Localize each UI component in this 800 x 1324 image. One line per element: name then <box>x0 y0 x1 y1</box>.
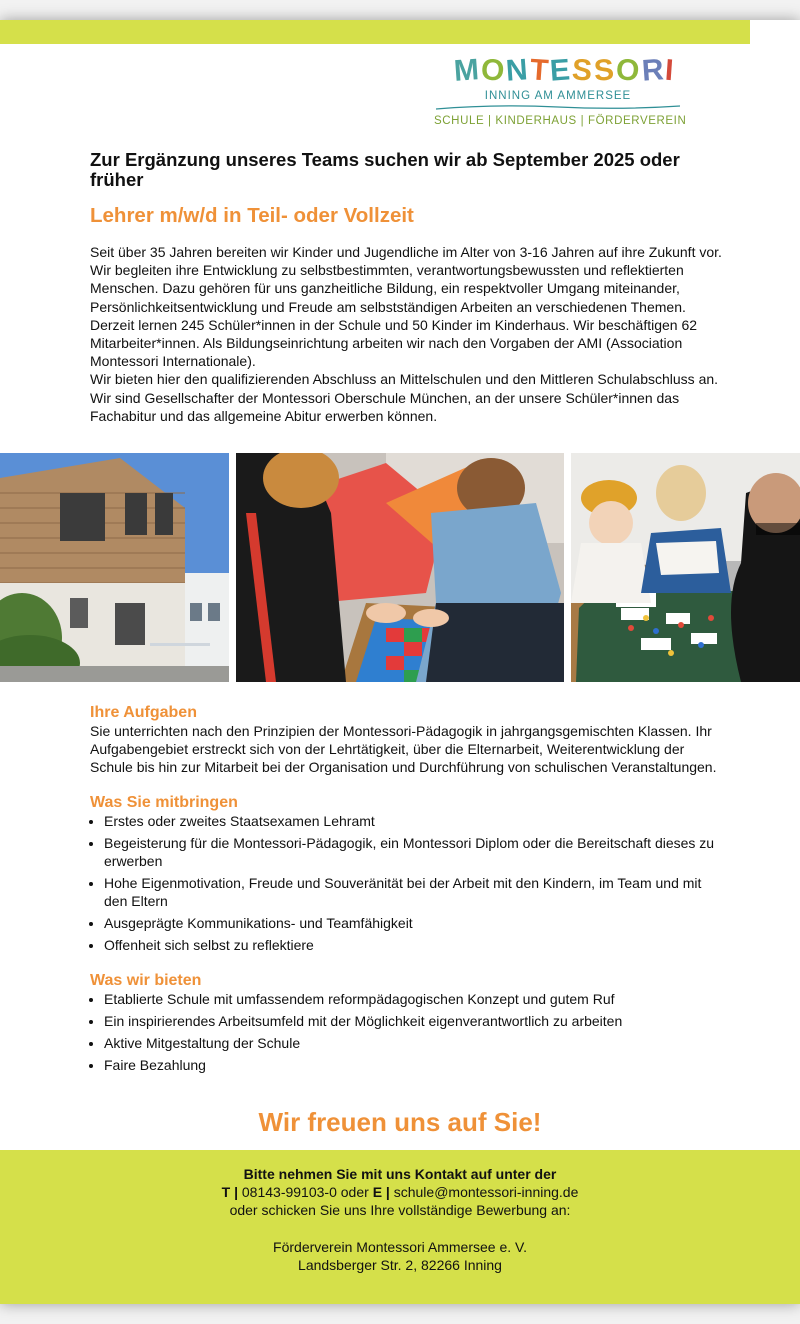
school-building-photo <box>0 453 229 682</box>
logo-letter: I <box>664 53 677 88</box>
organization-name: Förderverein Montessori Ammersee e. V. <box>273 1238 527 1255</box>
job-title: Lehrer m/w/d in Teil- oder Vollzeit <box>90 204 414 227</box>
logo-letter: S <box>593 53 618 88</box>
logo-tagline: SCHULE | KINDERHAUS | FÖRDERVEREIN <box>434 115 687 127</box>
details-section <box>90 704 722 1078</box>
list-item: • Faire Bezahlung <box>104 1056 722 1074</box>
requirements-heading: Was Sie mitbringen <box>90 794 238 811</box>
application-instruction: oder schicken Sie uns Ihre vollständige Bewerbung an: <box>229 1202 571 1219</box>
logo-letter: S <box>571 53 596 88</box>
intro-section <box>90 150 722 425</box>
list-item: • Erstes oder zweites Staatsexamen Lehramt <box>104 812 722 830</box>
tasks-heading: Ihre Aufgaben <box>90 704 197 721</box>
logo-letter: T <box>528 53 552 88</box>
children-math-board-photo <box>236 453 564 682</box>
list-item: • Begeisterung für die Montessori-Pädagogik, ein Montessori Diplom oder die Bereitschaft dieses zu erwerben <box>104 834 722 870</box>
intro-text-1: Seit über 35 Jahren bereiten wir Kinder und Jugendliche im Alter von 3-16 Jahren auf ihre Zukunft vor. Wir begleiten ihre Entwicklung zu selbstbestimmten, verantwortungsbewussten und reflektierten Menschen. Dazu gehören für uns ganzheitliche Bildung, ein respektvoller Umgang miteinander, Persönlichkeitsentwicklung und Freude am selbstständigen Arbeiten an verschiedenen Themen. Derzeit lernen 245 Schüler*innen in der Schule und 50 Kinder im Kinderhaus. Wir beschäftigen 62 Mitarbeiter*innen. Als Bildungseinrichtung arbeiten wir nach den Vorgaben der AMI (Association Montessori Internationale). <box>90 244 722 370</box>
phone-label: T <box>221 1184 231 1201</box>
photo-strip <box>0 453 800 682</box>
list-item: • Ein inspirierendes Arbeitsumfeld mit der Möglichkeit eigenverantwortlich zu arbeiten <box>104 1012 722 1030</box>
offer-heading: Was wir bieten <box>90 972 202 989</box>
closing-call-to-action: Wir freuen uns auf Sie! <box>258 1107 542 1137</box>
offer-list <box>90 990 722 1074</box>
logo-letter: E <box>549 53 574 88</box>
contact-footer <box>0 1150 800 1304</box>
or-text: oder <box>340 1184 369 1201</box>
logo-letter: N <box>505 53 532 88</box>
tasks-text: Sie unterrichten nach den Prinzipien der Montessori-Pädagogik in jahrgangsgemischten Klassen. Ihr Aufgabengebiet erstreckt sich von der Lehrtätigkeit, über die Elternarbeit, Weiterentwicklung der Schule bis hin zur Mitarbeit bei der Organisation und Durchführung von schulischen Veranstaltungen. <box>90 723 717 775</box>
email-label: E <box>372 1184 383 1201</box>
postal-address: Landsberger Str. 2, 82266 Inning <box>298 1256 502 1273</box>
top-color-bar <box>0 20 750 44</box>
intro-text-2: Wir bieten hier den qualifizierenden Abschluss an Mittelschulen und den Mittleren Schulabschluss an. Wir sind Gesellschafter der Montessori Oberschule München, an der unsere Schüler*innen das Fachabitur und das allgemeine Abitur erwerben können. <box>90 371 719 424</box>
separator: | <box>234 1184 238 1201</box>
list-item: • Offenheit sich selbst zu reflektiere <box>104 936 722 954</box>
email-link[interactable]: schule@montessori-inning.de <box>393 1184 579 1201</box>
logo-subtitle: INNING AM AMMERSEE <box>484 90 632 102</box>
contact-intro: Bitte nehmen Sie mit uns Kontakt auf unter der <box>243 1166 557 1182</box>
requirements-list <box>90 812 722 954</box>
logo-letter: M <box>452 53 483 88</box>
logo-wordmark <box>454 54 676 88</box>
intro-paragraph <box>90 243 722 425</box>
list-item: • Etablierte Schule mit umfassendem reformpädagogischen Konzept und gutem Ruf <box>104 990 722 1008</box>
phone-link[interactable]: 08143-99103-0 <box>241 1184 337 1201</box>
job-posting-page <box>0 20 800 1304</box>
logo-letter: O <box>615 53 643 88</box>
montessori-logo <box>434 53 687 134</box>
logo-wave-line <box>434 102 682 112</box>
list-item: • Aktive Mitgestaltung der Schule <box>104 1034 722 1052</box>
logo-letter: R <box>640 53 667 88</box>
page-headline: Zur Ergänzung unseres Teams suchen wir ab September 2025 oder früher <box>90 149 680 190</box>
list-item: • Ausgeprägte Kommunikations- und Teamfähigkeit <box>104 914 722 932</box>
students-activity-photo <box>571 453 800 682</box>
list-item: • Hohe Eigenmotivation, Freude und Souveränität bei der Arbeit mit den Kindern, im Team und mit den Eltern <box>104 874 722 910</box>
separator: | <box>385 1184 390 1201</box>
logo-letter: O <box>479 53 508 88</box>
